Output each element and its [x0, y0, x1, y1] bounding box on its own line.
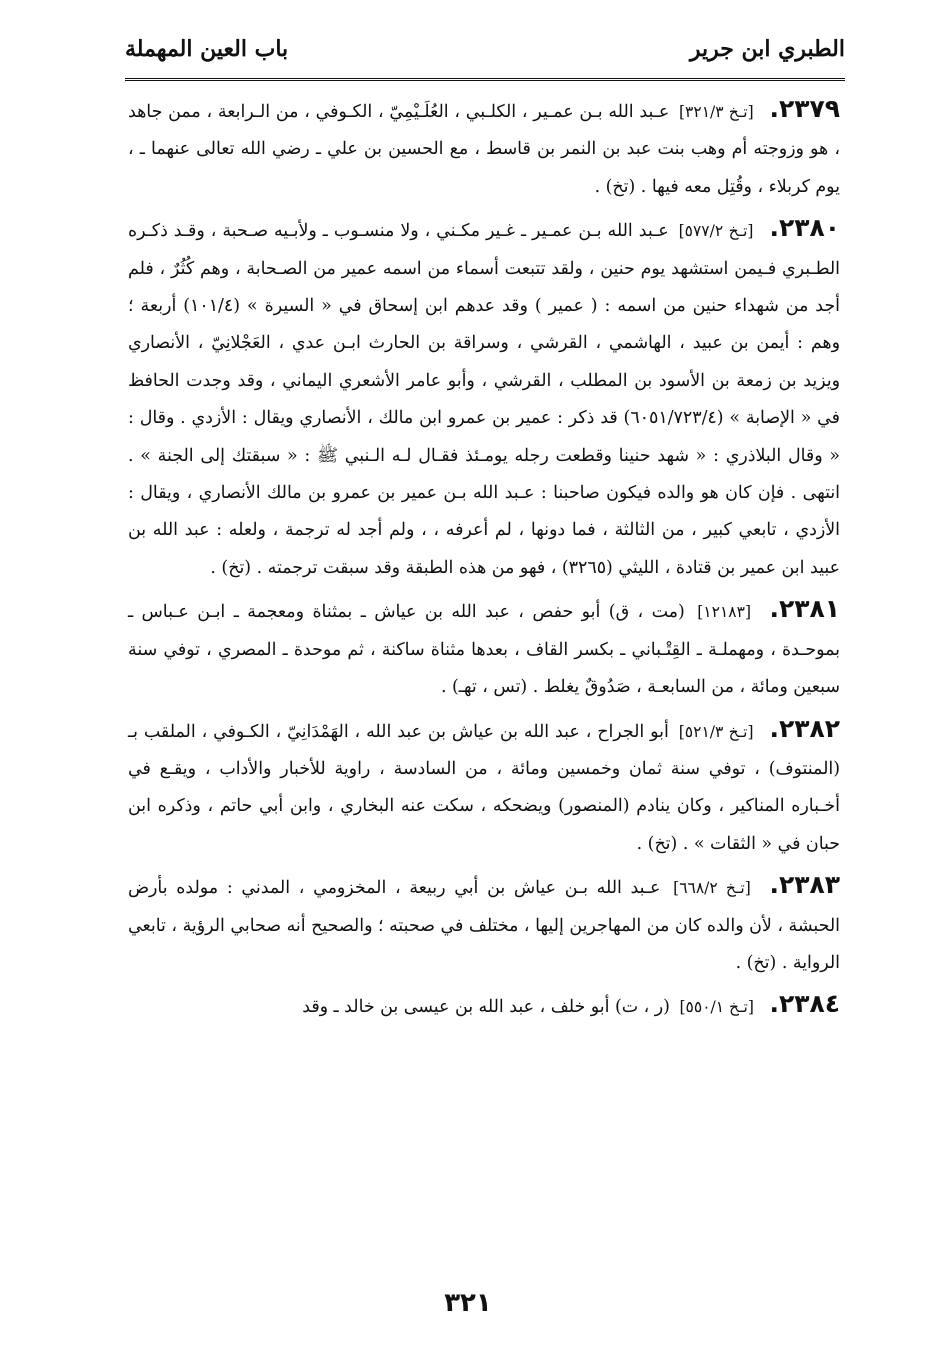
entry-reference: [تـخ ٥٥٠/١] [679, 998, 754, 1017]
entry-number: ٢٣٨٢. [769, 713, 841, 743]
entry-text: عـبد الله بـن عياش بن أبي ربيعة ، المخزومي ، المدني : مولده بأرض الحبشة ، لأن والده كان من المهاجرين إليها ، مختلف في صحبته ؛ والصحيح أنه صحابي الرؤية ، تابعي الرواية . (تخ) . [128, 878, 840, 973]
entries-body [128, 90, 840, 1030]
entry-2381 [128, 590, 840, 706]
entry-2379 [128, 90, 840, 206]
entry-2380 [128, 209, 840, 587]
entry-text: عـبد الله بـن عمـير ، الكلـبي ، العُلَـيْمِيّ ، الكـوفي ، من الـرابعة ، ممن جاهد ، هو وزوجته أم وهب بنت عبد بن النمر بن قاسط ، مع الحسين بن علي ـ رضي الله تعالى عنهما ـ ، يوم كربلاء ، وقُتِل معه فيها . (تخ) . [128, 102, 840, 197]
header-chapter-title: باب العين المهملة [125, 36, 289, 62]
entry-reference: [تـخ ٦٦٨/٢] [673, 879, 751, 898]
page-number: ٣٢١ [444, 1288, 492, 1318]
entry-text: أبو الجراح ، عبد الله بن عياش بن عبد الله ، الهَمْدَانِيّ ، الكـوفي ، الملقب بـ (المنتوف) ، توفي سنة ثمان وخمسين ومائة ، من السادسة ، راوية للأخبار والأداب ، ويقـع في أخـباره المناكير ، وكان ينادم (المنصور) ويضحكه ، سكت عنه البخاري ، وابن أبي حاتم ، وذكره ابن حبان في « الثقات » . (تخ) . [128, 721, 840, 854]
header-divider [125, 78, 845, 81]
entry-2383 [128, 866, 840, 982]
entry-text: عـبد الله بـن عمـير ـ غـير مكـني ، ولا منسـوب ـ ولأبـيه صـحبة ، وقـد ذكـره الطـبري فـيمن استشهد يوم حنين ، ولقد تتبعت أسماء من اسمه عمير من الصـحابة ، وهم كُثُرٌ ، فلم أجد من شهداء حنين من اسمه : ( عمير ) وقد عدهم ابن إسحاق في « السيرة » (١٠١/٤) أربعة ؛ وهم : أيمن بن عبيد ، الهاشمي ، القرشي ، وسراقة بن الحارث ابـن عدي ، العَجْلانِيّ ، الأنصاري ويزيد بن زمعة بن الأسود بن المطلب ، القرشي ، وأبو عامر الأشعري اليماني ، وقد وجدت الحافظ في « الإصابة » (٦٠٥١/٧٢٣/٤) قد ذكر : عمير بن عمرو ابن مالك ، الأنصاري ويقال : الأزدي . وقال : « وقال البلاذري : « شهد حنينا وقطعت رجله يومـئذ فقـال لـه الـنبي ﷺ : « سبقتك إلى الجنة » . انتهى . فإن كان هو والده فيكون صاحبنا : عـبد الله بـن عمير بن عمرو بن مالك الأنصاري ، ويقال : الأزدي ، تابعي كبير ، من الثالثة ، فما دونها ، لم أعرفه ، ، ولم أجد له ترجمة ، ولعله : عبد الله بن عبيد ابن عمير بن قتادة ، الليثي (٣٢٦٥) ، فهو من هذه الطبقة وقد سبقت ترجمته . (تخ) . [128, 221, 841, 578]
entry-number: ٢٣٨١. [769, 594, 841, 624]
entry-2384 [128, 985, 840, 1026]
entry-text: (ر ، ت) أبو خلف ، عبد الله بن عيسى بن خالد ـ وقد [302, 997, 670, 1018]
running-header [125, 22, 845, 80]
entry-2382 [128, 710, 840, 864]
entry-reference: [١٢١٨٣] [697, 603, 751, 622]
entry-text: (مت ، ق) أبو حفص ، عبد الله بن عياش ـ بمثناة ومعجمة ـ ابـن عـباس ـ بموحـدة ، ومهملـة ـ القِتْـباني ـ بكسر القاف ، بعدها مثناة ساكنة ، ثم موحدة ـ المصري ، توفي سنة سبعين ومائة ، من السابعـة ، صَدُوقٌ يغلط . (تس ، تهـ) . [128, 602, 840, 698]
entry-number: ٢٣٨٠. [769, 213, 841, 243]
entry-number: ٢٣٨٣. [769, 870, 841, 900]
entry-reference: [تـخ ٥٢١/٣] [678, 722, 754, 741]
entry-number: ٢٣٧٩. [769, 94, 840, 123]
header-book-title: الطبري ابن جرير [689, 36, 845, 62]
entry-reference: [تـخ ٥٧٧/٢] [678, 222, 754, 241]
entry-number: ٢٣٨٤. [769, 989, 840, 1019]
entry-reference: [تـخ ٣٢١/٣] [678, 103, 754, 121]
